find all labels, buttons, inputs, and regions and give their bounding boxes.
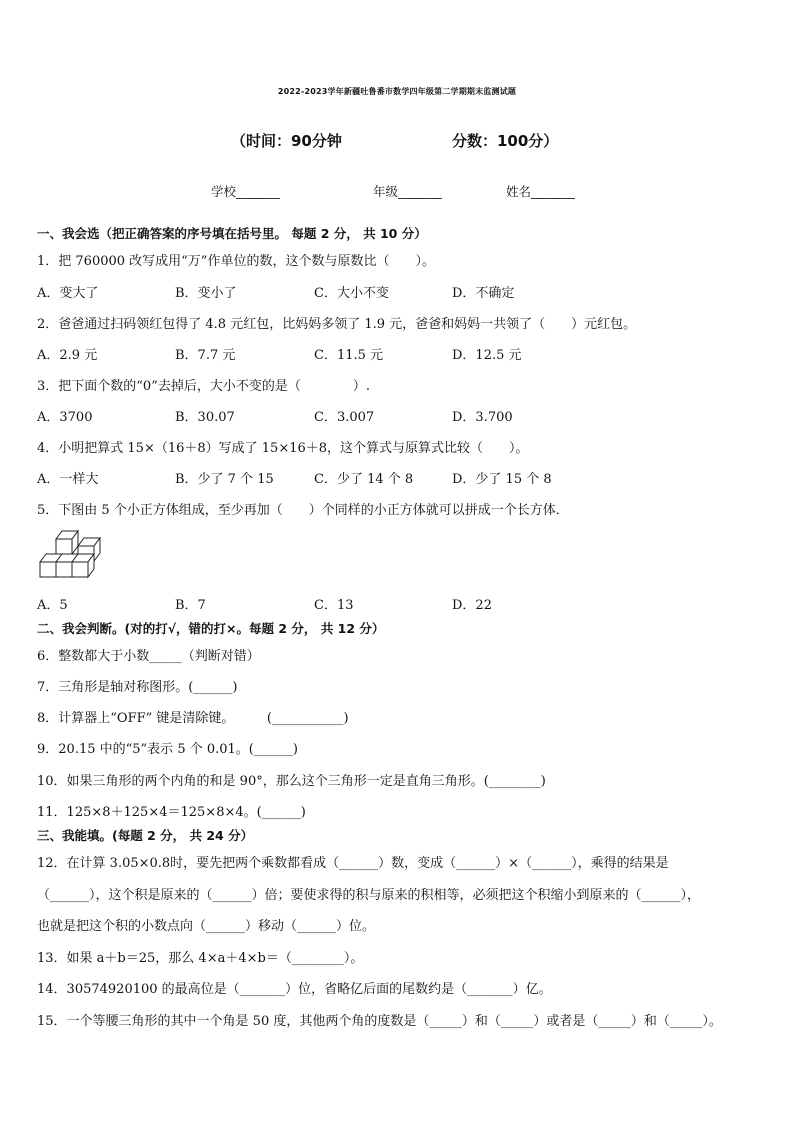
question-9: 9．20.15 中的“5”表示 5 个 0.01。(______) bbox=[37, 742, 298, 757]
page-title: 2022-2023学年新疆吐鲁番市数学四年级第二学期期末监测试题 bbox=[277, 87, 517, 96]
q3-option-c: C．3.007 bbox=[314, 410, 375, 425]
question-10: 10．如果三角形的两个内角的和是 90°，那么这个三角形一定是直角三角形。(________) bbox=[37, 774, 546, 789]
q2-option-b: B．7.7 元 bbox=[175, 348, 236, 363]
q1-option-d: D．不确定 bbox=[452, 286, 515, 301]
question-13: 13．如果 a＋b＝25，那么 4×a＋4×b＝（________）。 bbox=[37, 951, 364, 966]
question-2: 2．爸爸通过扫码领红包得了 4.8 元红包，比妈妈多领了 1.9 元，爸爸和妈妈一共领了（ ）元红包。 bbox=[37, 317, 637, 332]
q1-option-c: C．大小不变 bbox=[314, 286, 389, 301]
q4-option-a: A．一样大 bbox=[37, 472, 99, 487]
q5-option-c: C．13 bbox=[314, 598, 354, 613]
exam-time: （时间：90分钟 bbox=[231, 132, 342, 150]
question-1: 1．把 760000 改写成用“万”作单位的数，这个数与原数比（ ）。 bbox=[37, 254, 435, 269]
question-7: 7．三角形是轴对称图形。(______) bbox=[37, 680, 238, 695]
q5-option-a: A．5 bbox=[37, 598, 68, 613]
question-15: 15．一个等腰三角形的其中一个角是 50 度，其他两个角的度数是（_____）和（_____）或者是（_____）和（_____）。 bbox=[37, 1014, 722, 1029]
question-4: 4．小明把算式 15×（16＋8）写成了 15×16＋8，这个算式与原算式比较（ ）。 bbox=[37, 441, 529, 456]
q5-option-d: D．22 bbox=[452, 598, 492, 613]
q3-option-a: A．3700 bbox=[37, 410, 93, 425]
section-heading-2: 二、我会判断。(对的打√，错的打×。每题 2 分， 共 12 分） bbox=[37, 621, 385, 636]
q1-option-b: B．变小了 bbox=[175, 286, 237, 301]
question-14: 14．30574920100 的最高位是（_______）位，省略亿后面的尾数约是（_______）亿。 bbox=[37, 982, 552, 997]
q4-option-d: D．少了 15 个 8 bbox=[452, 472, 552, 487]
cube-figure bbox=[36, 527, 102, 581]
question-11: 11．125×8＋125×4＝125×8×4。(______) bbox=[37, 805, 306, 820]
grade-field: 年级_______ bbox=[373, 184, 442, 199]
section-heading-1: 一、我会选（把正确答案的序号填在括号里。 每题 2 分， 共 10 分） bbox=[37, 226, 427, 241]
question-3: 3．把下面个数的“0”去掉后，大小不变的是（ ）. bbox=[37, 379, 370, 394]
question-5: 5．下图由 5 个小正方体组成，至少再加（ ）个同样的小正方体就可以拼成一个长方体． bbox=[37, 503, 569, 518]
school-field: 学校_______ bbox=[211, 184, 280, 199]
q2-option-d: D．12.5 元 bbox=[452, 348, 522, 363]
question-12-line-1: 12．在计算 3.05×0.8时，要先把两个乘数都看成（______）数，变成（______）×（______），乘得的结果是 bbox=[37, 856, 669, 871]
question-12-line-3: 也就是把这个积的小数点向（______）移动（______）位。 bbox=[37, 919, 376, 934]
q2-option-c: C．11.5 元 bbox=[314, 348, 384, 363]
name-field: 姓名_______ bbox=[506, 184, 575, 199]
q1-option-a: A．变大了 bbox=[37, 286, 99, 301]
q3-option-b: B．30.07 bbox=[175, 410, 235, 425]
q4-option-b: B．少了 7 个 15 bbox=[175, 472, 274, 487]
question-8: 8．计算器上“OFF” 键是清除键。 (___________) bbox=[37, 711, 349, 726]
q2-option-a: A．2.9 元 bbox=[37, 348, 98, 363]
section-heading-3: 三、我能填。(每题 2 分， 共 24 分） bbox=[37, 828, 254, 843]
question-12-line-2: （______），这个积是原来的（______）倍；要使求得的积与原来的积相等，必须把这个积缩小到原来的（______）， bbox=[37, 888, 701, 903]
exam-score: 分数：100分） bbox=[452, 132, 559, 150]
q5-option-b: B．7 bbox=[175, 598, 206, 613]
question-6: 6．整数都大于小数_____（判断对错） bbox=[37, 649, 260, 664]
q4-option-c: C．少了 14 个 8 bbox=[314, 472, 414, 487]
q3-option-d: D．3.700 bbox=[452, 410, 513, 425]
